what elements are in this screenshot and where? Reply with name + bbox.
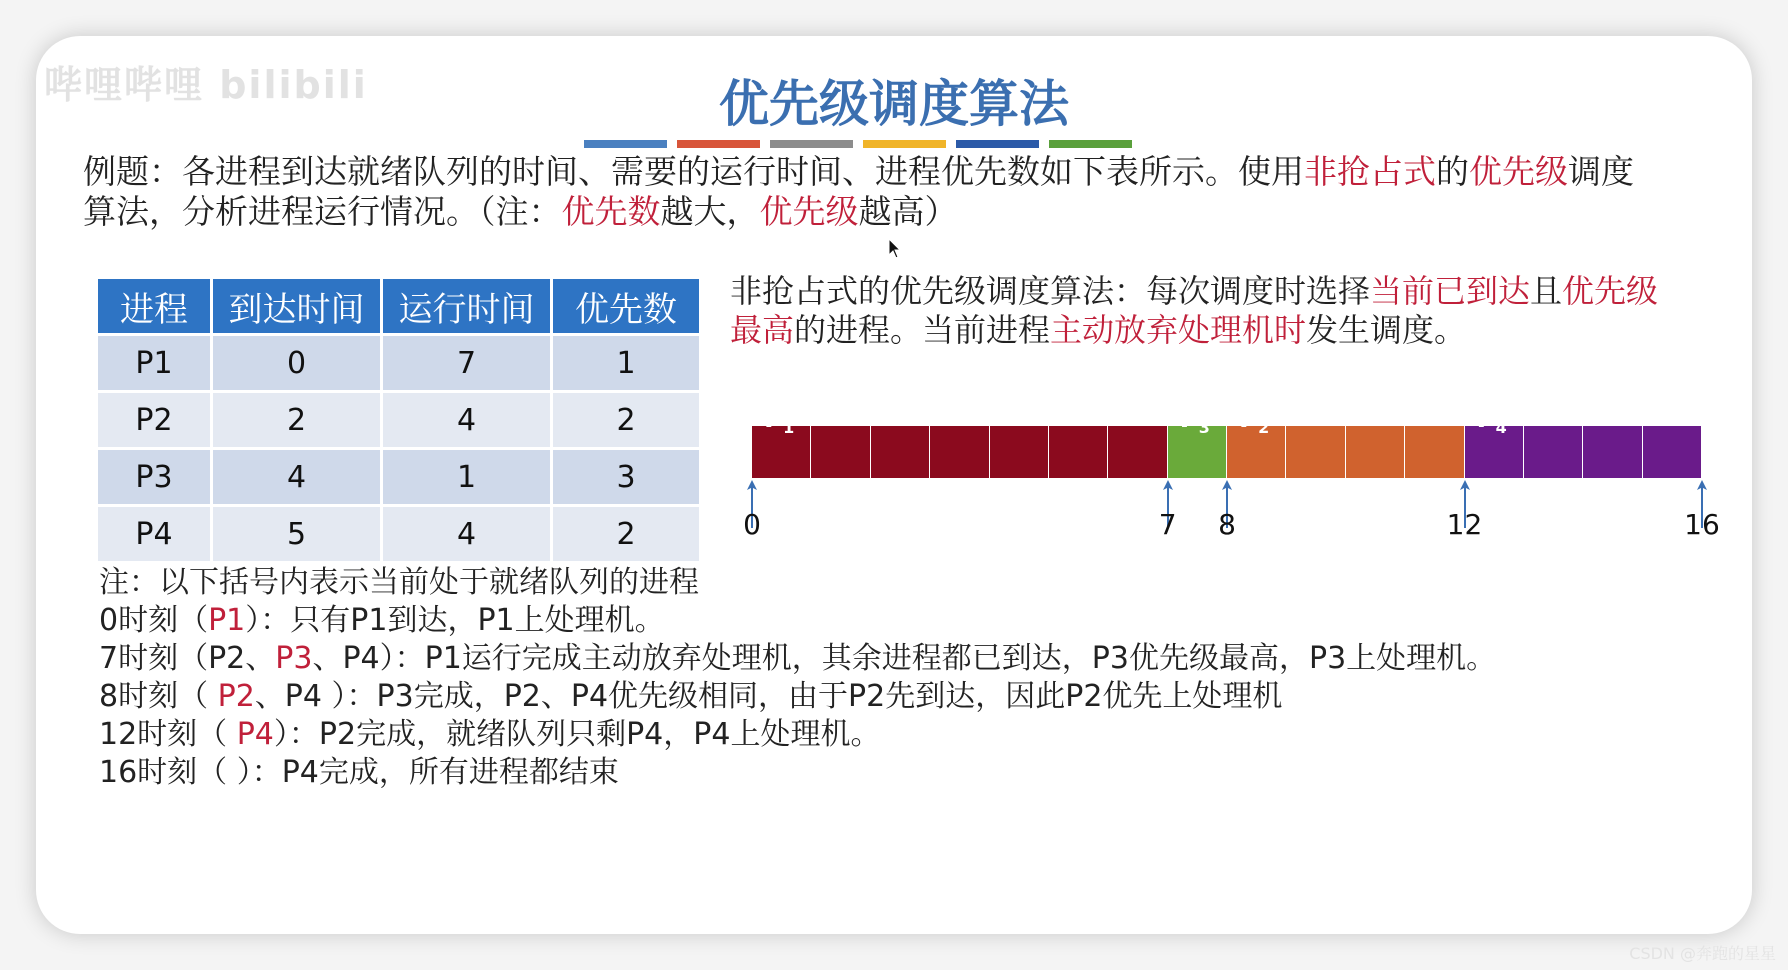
table-header: 运行时间: [383, 279, 550, 333]
gantt-process-label: $P_3$: [1179, 404, 1210, 438]
table-row: [98, 450, 699, 504]
stripe: [956, 140, 1039, 148]
stripe: [1049, 140, 1132, 148]
timeline-notes: [99, 564, 1496, 792]
table-row: [98, 507, 699, 561]
note-line: 8时刻（ P2、P4 ）：P3完成，P2、P4优先级相同，由于P2先到达，因此P2优先上处理机: [99, 679, 1283, 714]
mouse-cursor-icon: [888, 238, 902, 265]
watermark: 哔哩哔哩 bilibili: [44, 63, 368, 107]
table-row: [98, 336, 699, 390]
gantt-cell: [1286, 426, 1345, 478]
algorithm-description: 非抢占式的优先级调度算法：每次调度时选择当前已到达且优先级最高的进程。当前进程主动放弃处理机时发生调度。: [730, 272, 1659, 349]
table-cell: 3: [553, 450, 699, 504]
table-header: 优先数: [553, 279, 699, 333]
gantt-tick-label: 16: [1684, 508, 1720, 541]
gantt-process-label: $P_2$: [1239, 404, 1270, 438]
gantt-cell: [1049, 426, 1108, 478]
table-header-row: [98, 279, 699, 333]
table-cell: 2: [553, 393, 699, 447]
table-cell: P2: [98, 393, 210, 447]
gantt-cell: [1108, 426, 1167, 478]
gantt-process-label: $P_4$: [1476, 404, 1507, 438]
process-table: [95, 276, 702, 564]
table-cell: 5: [213, 507, 380, 561]
stripe: [677, 140, 760, 148]
gantt-tick-label: 8: [1218, 508, 1236, 541]
table-cell: 4: [383, 393, 550, 447]
note-line: 16时刻（ ）：P4完成，所有进程都结束: [99, 755, 619, 790]
gantt-cell: [1643, 426, 1702, 478]
note-intro: 注：以下括号内表示当前处于就绪队列的进程: [99, 565, 699, 600]
table-cell: 4: [383, 507, 550, 561]
gantt-tick-label: 12: [1446, 508, 1483, 541]
table-cell: P1: [98, 336, 210, 390]
page-title: 优先级调度算法: [719, 75, 1069, 133]
table-cell: 2: [213, 393, 380, 447]
footer-watermark: CSDN @奔跑的星星: [1629, 944, 1776, 963]
table-header: 进程: [98, 279, 210, 333]
note-line: 0时刻（P1）：只有P1到达，P1上处理机。: [99, 603, 665, 638]
gantt-cell: [990, 426, 1049, 478]
table-cell: 1: [553, 336, 699, 390]
gantt-process-label: $P_1$: [764, 404, 795, 438]
table-cell: 7: [383, 336, 550, 390]
gantt-cell: [1405, 426, 1464, 478]
gantt-cell: [1346, 426, 1405, 478]
stripe: [770, 140, 853, 148]
table-cell: 4: [213, 450, 380, 504]
note-line: 12时刻（ P4）：P2完成，就绪队列只剩P4，P4上处理机。: [99, 717, 881, 752]
gantt-cell: [1524, 426, 1583, 478]
gantt-cell: [871, 426, 930, 478]
table-cell: 1: [383, 450, 550, 504]
stripe: [863, 140, 946, 148]
table-cell: 0: [213, 336, 380, 390]
table-row: [98, 393, 699, 447]
gantt-cell: [1583, 426, 1642, 478]
gantt-cell: [811, 426, 870, 478]
problem-statement: 例题：各进程到达就绪队列的时间、需要的运行时间、进程优先数如下表所示。使用非抢占式的优先级调度算法，分析进程运行情况。（注：优先数越大，优先级越高）: [83, 152, 1634, 231]
gantt-cell: [930, 426, 989, 478]
table-cell: 2: [553, 507, 699, 561]
table-cell: P3: [98, 450, 210, 504]
table-header: 到达时间: [213, 279, 380, 333]
note-line: 7时刻（P2、P3、P4）：P1运行完成主动放弃处理机，其余进程都已到达，P3优先级最高，P3上处理机。: [99, 641, 1497, 676]
stripe: [584, 140, 667, 148]
title-underline-stripes: [584, 140, 1132, 148]
gantt-tick-label: 0: [743, 508, 761, 541]
gantt-tick-label: 7: [1158, 508, 1177, 541]
table-cell: P4: [98, 507, 210, 561]
